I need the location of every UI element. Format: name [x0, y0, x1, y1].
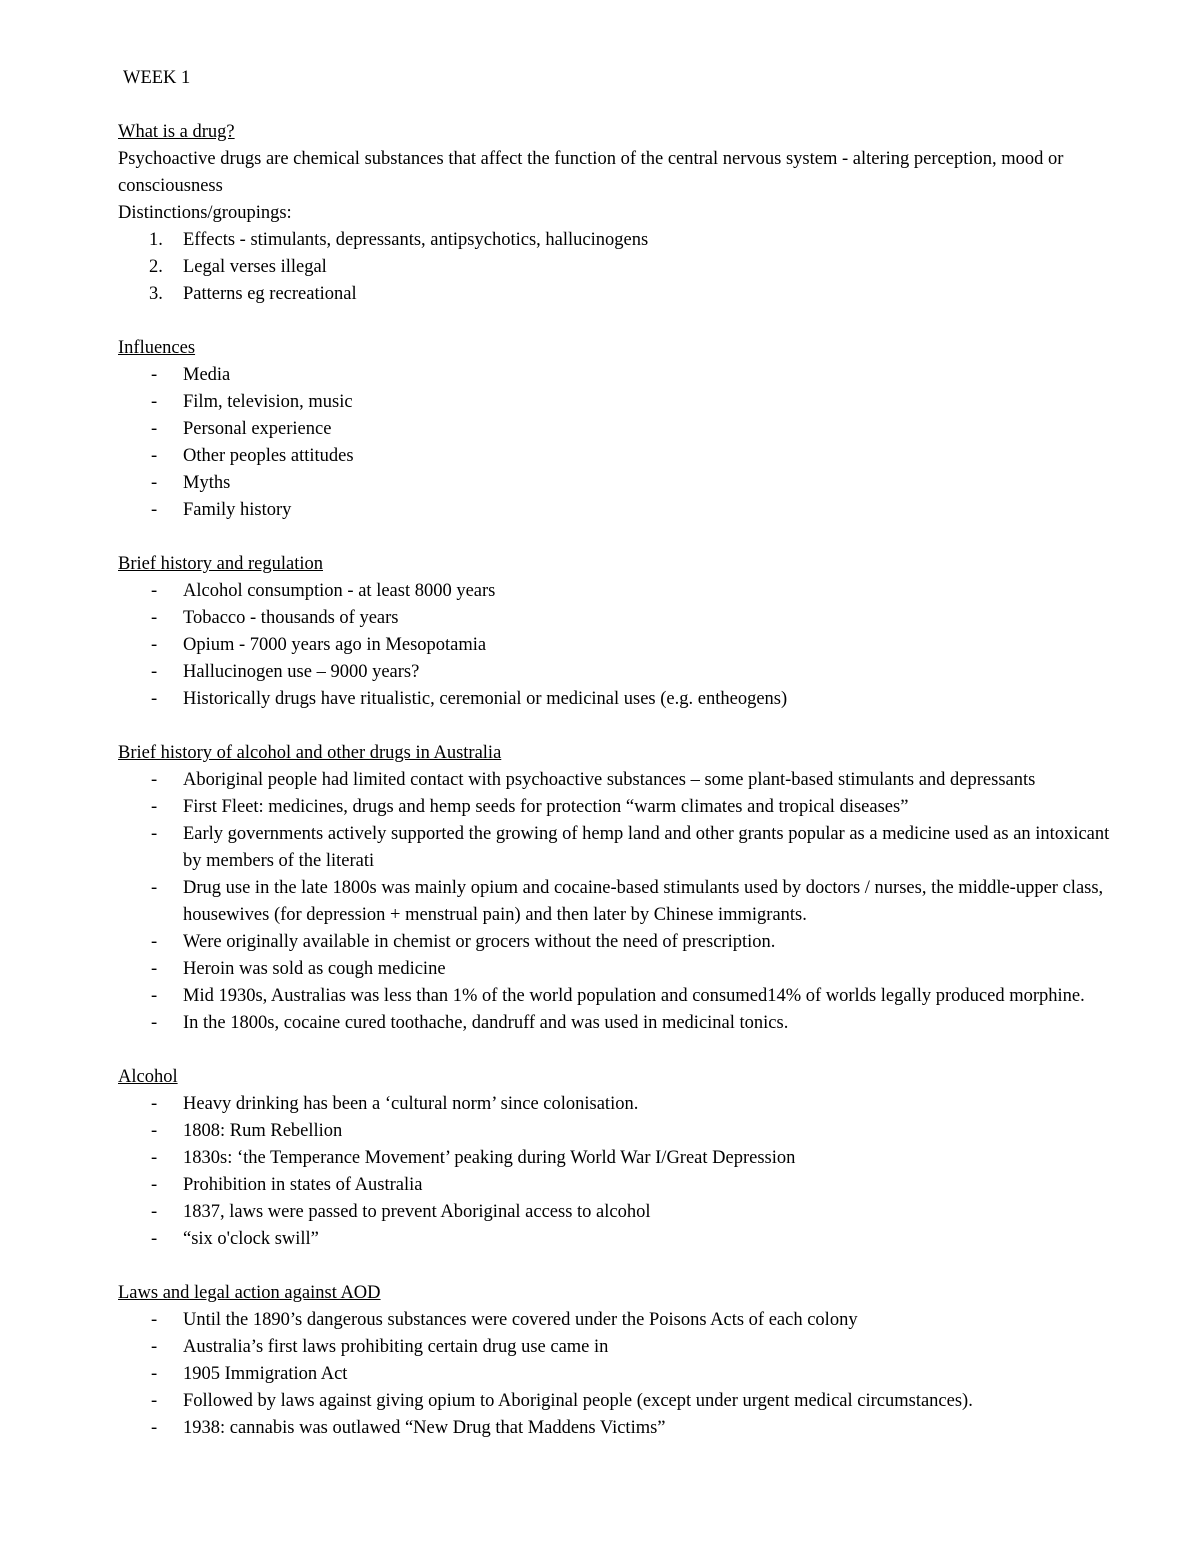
spacer	[118, 92, 1118, 119]
list-item	[118, 1415, 1118, 1442]
list-item-text: Other peoples attitudes	[183, 446, 354, 466]
section-laws	[118, 1280, 1118, 1442]
list-item	[118, 875, 1118, 929]
section-heading: Influences	[118, 338, 196, 358]
list-item-text: 1905 Immigration Act	[183, 1364, 348, 1384]
list-item	[118, 254, 1118, 281]
dash-bullet: -	[151, 1418, 158, 1438]
list-item	[118, 1361, 1118, 1388]
distinctions-label: Distinctions/groupings:	[118, 203, 292, 223]
dash-bullet: -	[151, 1229, 158, 1249]
list-item	[118, 659, 1118, 686]
list-item	[118, 1091, 1118, 1118]
list-item-text: 1808: Rum Rebellion	[183, 1121, 343, 1141]
list-item	[118, 1388, 1118, 1415]
document-page	[118, 65, 1118, 1442]
dash-bullet: -	[151, 797, 158, 817]
list-item-text: Family history	[183, 500, 292, 520]
list-item	[118, 632, 1118, 659]
list-item-text: Hallucinogen use – 9000 years?	[183, 662, 420, 682]
list-item	[118, 416, 1118, 443]
list-item	[118, 956, 1118, 983]
section-history-australia	[118, 740, 1118, 1037]
dash-bullet: -	[151, 1175, 158, 1195]
section-heading: Brief history of alcohol and other drugs in Australia	[118, 743, 502, 763]
list-item	[118, 443, 1118, 470]
list-item	[118, 1334, 1118, 1361]
list-item	[118, 470, 1118, 497]
list-item	[118, 281, 1118, 308]
list-item	[118, 1010, 1118, 1037]
laws-list	[118, 1307, 1118, 1442]
list-item-text: First Fleet: medicines, drugs and hemp seeds for protection “warm climates and tropical diseases”	[183, 797, 909, 817]
dash-bullet: -	[151, 878, 158, 898]
dash-bullet: -	[151, 419, 158, 439]
list-item-text: Mid 1930s, Australias was less than 1% of the world population and consumed14% of worlds legally produced morphine.	[183, 986, 1085, 1006]
list-item	[118, 1118, 1118, 1145]
section-heading: Brief history and regulation	[118, 554, 323, 574]
list-item-text: Aboriginal people had limited contact with psychoactive substances – some plant-based stimulants and depressants	[183, 770, 1036, 790]
dash-bullet: -	[151, 365, 158, 385]
dash-bullet: -	[151, 770, 158, 790]
section-heading: What is a drug?	[118, 122, 235, 142]
list-item	[118, 227, 1118, 254]
list-item	[118, 794, 1118, 821]
dash-bullet: -	[151, 932, 158, 952]
list-item-text: Personal experience	[183, 419, 332, 439]
list-item-text: Heroin was sold as cough medicine	[183, 959, 446, 979]
history-list	[118, 578, 1118, 713]
list-item-text: Drug use in the late 1800s was mainly opium and cocaine-based stimulants used by doctors / nurses, the middle-upper class, housewives (for depression + menstrual pain) and then later by Chinese immigrants.	[183, 878, 1104, 925]
list-item	[118, 821, 1118, 875]
dash-bullet: -	[151, 635, 158, 655]
list-item	[118, 929, 1118, 956]
dash-bullet: -	[151, 824, 158, 844]
list-item-text: Patterns eg recreational	[183, 284, 357, 304]
list-item	[118, 1145, 1118, 1172]
list-item	[118, 389, 1118, 416]
influences-list	[118, 362, 1118, 524]
list-item	[118, 497, 1118, 524]
list-item	[118, 362, 1118, 389]
dash-bullet: -	[151, 446, 158, 466]
dash-bullet: -	[151, 1391, 158, 1411]
list-item-text: Film, television, music	[183, 392, 353, 412]
list-item-text: Heavy drinking has been a ‘cultural norm’ since colonisation.	[183, 1094, 639, 1114]
list-item-text: Prohibition in states of Australia	[183, 1175, 423, 1195]
dash-bullet: -	[151, 608, 158, 628]
list-item-text: 1938: cannabis was outlawed “New Drug that Maddens Victims”	[183, 1418, 666, 1438]
list-item-text: Followed by laws against giving opium to Aboriginal people (except under urgent medical circumstances).	[183, 1391, 973, 1411]
list-item-text: 1830s: ‘the Temperance Movement’ peaking during World War I/Great Depression	[183, 1148, 796, 1168]
dash-bullet: -	[151, 1337, 158, 1357]
list-item-text: Australia’s first laws prohibiting certain drug use came in	[183, 1337, 609, 1357]
list-item-text: Myths	[183, 473, 231, 493]
section-what-is-a-drug	[118, 119, 1118, 308]
list-item-text: Were originally available in chemist or grocers without the need of prescription.	[183, 932, 776, 952]
list-item-text: Media	[183, 365, 231, 385]
australia-list	[118, 767, 1118, 1037]
dash-bullet: -	[151, 689, 158, 709]
alcohol-list	[118, 1091, 1118, 1253]
dash-bullet: -	[151, 1094, 158, 1114]
list-item	[118, 1226, 1118, 1253]
list-item-text: Alcohol consumption - at least 8000 years	[183, 581, 496, 601]
list-item-text: Legal verses illegal	[183, 257, 327, 277]
list-item-text: Historically drugs have ritualistic, ceremonial or medicinal uses (e.g. entheogens)	[183, 689, 788, 709]
list-item	[118, 983, 1118, 1010]
drug-definition: Psychoactive drugs are chemical substances that affect the function of the central nervous system - altering perception, mood or consciousness	[118, 149, 1064, 196]
spacer	[118, 524, 1118, 551]
dash-bullet: -	[151, 662, 158, 682]
dash-bullet: -	[151, 1121, 158, 1141]
dash-bullet: -	[151, 959, 158, 979]
list-item-text: Early governments actively supported the growing of hemp land and other grants popular as a medicine used as an intoxicant by members of the literati	[183, 824, 1110, 871]
dash-bullet: -	[151, 473, 158, 493]
list-item	[118, 578, 1118, 605]
list-item	[118, 605, 1118, 632]
list-number: 2.	[149, 257, 163, 277]
dash-bullet: -	[151, 1202, 158, 1222]
dash-bullet: -	[151, 1310, 158, 1330]
section-heading: Alcohol	[118, 1067, 178, 1087]
list-item	[118, 1199, 1118, 1226]
list-number: 3.	[149, 284, 163, 304]
dash-bullet: -	[151, 986, 158, 1006]
week-title: WEEK 1	[123, 68, 191, 88]
dash-bullet: -	[151, 581, 158, 601]
list-item-text: “six o'clock swill”	[183, 1229, 319, 1249]
list-number: 1.	[149, 230, 163, 250]
dash-bullet: -	[151, 500, 158, 520]
dash-bullet: -	[151, 1148, 158, 1168]
dash-bullet: -	[151, 1364, 158, 1384]
distinctions-list	[118, 227, 1118, 308]
section-history-regulation	[118, 551, 1118, 713]
list-item-text: Opium - 7000 years ago in Mesopotamia	[183, 635, 487, 655]
list-item-text: Until the 1890’s dangerous substances were covered under the Poisons Acts of each colony	[183, 1310, 858, 1330]
list-item	[118, 767, 1118, 794]
section-heading: Laws and legal action against AOD	[118, 1283, 381, 1303]
spacer	[118, 308, 1118, 335]
list-item-text: Tobacco - thousands of years	[183, 608, 399, 628]
dash-bullet: -	[151, 392, 158, 412]
list-item-text: 1837, laws were passed to prevent Aboriginal access to alcohol	[183, 1202, 651, 1222]
dash-bullet: -	[151, 1013, 158, 1033]
section-influences	[118, 335, 1118, 524]
spacer	[118, 713, 1118, 740]
section-alcohol	[118, 1064, 1118, 1253]
list-item	[118, 1172, 1118, 1199]
list-item-text: In the 1800s, cocaine cured toothache, dandruff and was used in medicinal tonics.	[183, 1013, 789, 1033]
list-item-text: Effects - stimulants, depressants, antipsychotics, hallucinogens	[183, 230, 649, 250]
list-item	[118, 1307, 1118, 1334]
spacer	[118, 1037, 1118, 1064]
spacer	[118, 1253, 1118, 1280]
list-item	[118, 686, 1118, 713]
